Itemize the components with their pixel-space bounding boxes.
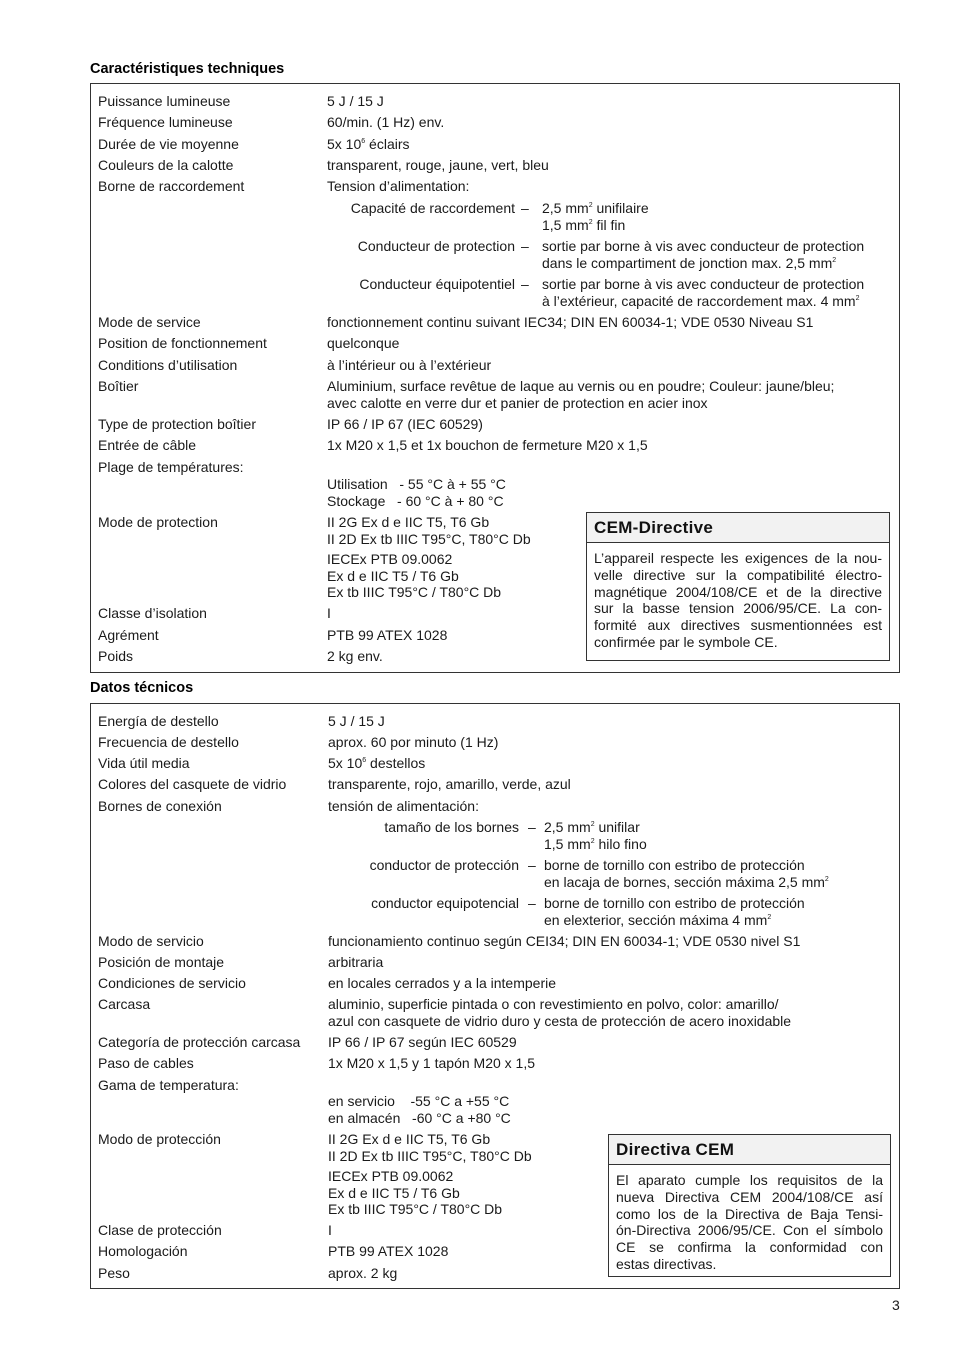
spec-value: arbitraria bbox=[328, 954, 384, 970]
connection-dash: – bbox=[521, 238, 529, 254]
spec-label: Modo de protección bbox=[98, 1131, 221, 1147]
connection-label: Conducteur de protection bbox=[357, 238, 515, 254]
spec-label: Classe d’isolation bbox=[98, 605, 207, 621]
spec-label: Carcasa bbox=[98, 996, 151, 1012]
cem-directive-box bbox=[586, 512, 890, 661]
connection-label: conductor de protección bbox=[369, 857, 519, 873]
spec-value: tensión de alimentación: bbox=[328, 798, 479, 814]
spec-label: Puissance lumineuse bbox=[98, 93, 231, 109]
spec-value: quelconque bbox=[327, 335, 400, 351]
section-title-fr: Caractéristiques techniques bbox=[90, 61, 285, 77]
spec-value: IP 66 / IP 67 según IEC 60529 bbox=[328, 1034, 517, 1050]
spec-label: Borne de raccordement bbox=[98, 178, 245, 194]
spec-label: Entrée de câble bbox=[98, 437, 197, 453]
spec-label: Poids bbox=[98, 648, 134, 664]
cem-directive-title: Directiva CEM bbox=[609, 1135, 890, 1165]
spec-value: PTB 99 ATEX 1028 bbox=[327, 627, 448, 643]
connection-value: sortie par borne à vis avec conducteur de protection dans le compartiment de jonction max. 2,5 $mm^2$ bbox=[542, 238, 865, 271]
spec-table-es bbox=[90, 703, 900, 1289]
spec-label: Fréquence lumineuse bbox=[98, 114, 233, 130]
spec-value: I bbox=[327, 605, 331, 621]
spec-value: 60/min. (1 Hz) env. bbox=[327, 114, 445, 130]
spec-label: Homologación bbox=[98, 1243, 188, 1259]
cem-directive-box bbox=[608, 1134, 891, 1277]
spec-value: en servicio -55 °C a +55 °C en almacén -60 °C a +80 °C bbox=[328, 1093, 511, 1126]
spec-value: aprox. 2 kg bbox=[328, 1265, 398, 1281]
spec-value: transparente, rojo, amarillo, verde, azul bbox=[328, 776, 571, 792]
spec-label: Peso bbox=[98, 1265, 130, 1281]
connection-value: sortie par borne à vis avec conducteur de protection à l’extérieur, capacité de raccordement max. 4 $mm^2$ bbox=[542, 276, 865, 309]
section-title-es: Datos técnicos bbox=[90, 680, 194, 696]
spec-value: 1x M20 x 1,5 et 1x bouchon de fermeture M20 x 1,5 bbox=[327, 437, 648, 453]
spec-value: 5x $10^6$ éclairs bbox=[327, 136, 410, 152]
spec-value: aprox. 60 por minuto (1 Hz) bbox=[328, 734, 499, 750]
connection-value: borne de tornillo con estribo de protección en lacaja de bornes, sección máxima 2,5 $mm^2$ bbox=[544, 857, 829, 890]
spec-label: Energía de destello bbox=[98, 713, 219, 729]
spec-label: Boîtier bbox=[98, 378, 139, 394]
cem-directive-text: L’appareil respecte les exigences de la nou- velle directive sur la compatibilité électro- magnétique 2004/108/CE et de la directive sur la basse tension 2006/95/CE. La con- formité aux directives susmentionnées est confirmée par le symbole CE. bbox=[594, 550, 882, 650]
connection-dash: – bbox=[528, 895, 536, 911]
spec-value: 1x M20 x 1,5 y 1 tapón M20 x 1,5 bbox=[328, 1055, 536, 1071]
spec-value: Tension d’alimentation: bbox=[327, 178, 470, 194]
spec-label: Clase de protección bbox=[98, 1222, 222, 1238]
spec-value: I bbox=[328, 1222, 332, 1238]
page-number: 3 bbox=[892, 1297, 900, 1313]
connection-label: tamaño de los bornes bbox=[384, 819, 519, 835]
spec-value: II 2G Ex d e IIC T5, T6 Gb II 2D Ex tb IIIC T95°C, T80°C Db IECEx PTB 09.0062 Ex d e IIC T5 / T6 Gb Ex tb IIIC T95°C / T80°C Db bbox=[328, 1131, 532, 1217]
spec-table-fr bbox=[90, 83, 900, 673]
connection-dash: – bbox=[528, 819, 536, 835]
cem-directive-title: CEM-Directive bbox=[587, 513, 889, 543]
spec-value: 5 J / 15 J bbox=[327, 93, 384, 109]
spec-label: Vida útil media bbox=[98, 755, 190, 771]
connection-dash: – bbox=[521, 200, 529, 216]
spec-label: Position de fonctionnement bbox=[98, 335, 267, 351]
spec-label: Frecuencia de destello bbox=[98, 734, 239, 750]
spec-value: à l’intérieur ou à l’extérieur bbox=[327, 357, 492, 373]
spec-label: Mode de protection bbox=[98, 514, 218, 530]
spec-label: Posición de montaje bbox=[98, 954, 225, 970]
connection-value: 2,5 $mm^2$ unifilar 1,5 $mm^2$ hilo fino bbox=[544, 819, 647, 852]
spec-value: 5 J / 15 J bbox=[328, 713, 385, 729]
spec-value: 5x $10^6$ destellos bbox=[328, 755, 426, 771]
spec-label: Categoría de protección carcasa bbox=[98, 1034, 301, 1050]
spec-value: 2 kg env. bbox=[327, 648, 383, 664]
spec-value: funcionamiento continuo según CEI34; DIN EN 60034-1; VDE 0530 nivel S1 bbox=[328, 933, 801, 949]
connection-value: 2,5 $mm^2$ unifilaire 1,5 $mm^2$ fil fin bbox=[542, 200, 649, 233]
spec-label: Conditions d’utilisation bbox=[98, 357, 238, 373]
spec-label: Agrément bbox=[98, 627, 159, 643]
spec-label: Paso de cables bbox=[98, 1055, 194, 1071]
connection-label: Conducteur équipotentiel bbox=[359, 276, 515, 292]
spec-value: transparent, rouge, jaune, vert, bleu bbox=[327, 157, 549, 173]
cem-directive-text: El aparato cumple los requisitos de la nueva Directiva CEM 2004/108/CE así como los de la Directiva de Baja Tensi- ón-Directiva 2006/95/CE. Con el símbolo CE se confirma la conformidad con estas directivas. bbox=[616, 1172, 883, 1272]
spec-label: Plage de températures: bbox=[98, 459, 244, 475]
spec-label: Bornes de conexión bbox=[98, 798, 222, 814]
spec-value: Utilisation - 55 °C à + 55 °C Stockage - 60 °C à + 80 °C bbox=[327, 476, 506, 509]
connection-label: Capacité de raccordement bbox=[350, 200, 515, 216]
spec-value: en locales cerrados y a la intemperie bbox=[328, 975, 557, 991]
spec-label: Colores del casquete de vidrio bbox=[98, 776, 287, 792]
spec-label: Couleurs de la calotte bbox=[98, 157, 234, 173]
connection-value: borne de tornillo con estribo de protección en elexterior, sección máxima 4 $mm^2$ bbox=[544, 895, 805, 928]
spec-label: Gama de temperatura: bbox=[98, 1077, 239, 1093]
spec-value: IP 66 / IP 67 (IEC 60529) bbox=[327, 416, 483, 432]
spec-value: PTB 99 ATEX 1028 bbox=[328, 1243, 449, 1259]
spec-value: Aluminium, surface revêtue de laque au vernis ou en poudre; Couleur: jaune/bleu; avec calotte en verre dur et panier de protection en acier inox bbox=[327, 378, 835, 411]
connection-dash: – bbox=[528, 857, 536, 873]
spec-value: II 2G Ex d e IIC T5, T6 Gb II 2D Ex tb IIIC T95°C, T80°C Db IECEx PTB 09.0062 Ex d e IIC T5 / T6 Gb Ex tb IIIC T95°C / T80°C Db bbox=[327, 514, 531, 600]
connection-dash: – bbox=[521, 276, 529, 292]
spec-label: Modo de servicio bbox=[98, 933, 204, 949]
spec-label: Condiciones de servicio bbox=[98, 975, 246, 991]
spec-value: aluminio, superficie pintada o con revestimiento en polvo, color: amarillo/ azul con casquete de vidrio duro y cesta de protección de acero inoxidable bbox=[328, 996, 792, 1029]
connection-label: conductor equipotencial bbox=[371, 895, 519, 911]
spec-value: fonctionnement continu suivant IEC34; DIN EN 60034-1; VDE 0530 Niveau S1 bbox=[327, 314, 814, 330]
spec-label: Durée de vie moyenne bbox=[98, 136, 239, 152]
spec-label: Type de protection boîtier bbox=[98, 416, 256, 432]
spec-label: Mode de service bbox=[98, 314, 201, 330]
